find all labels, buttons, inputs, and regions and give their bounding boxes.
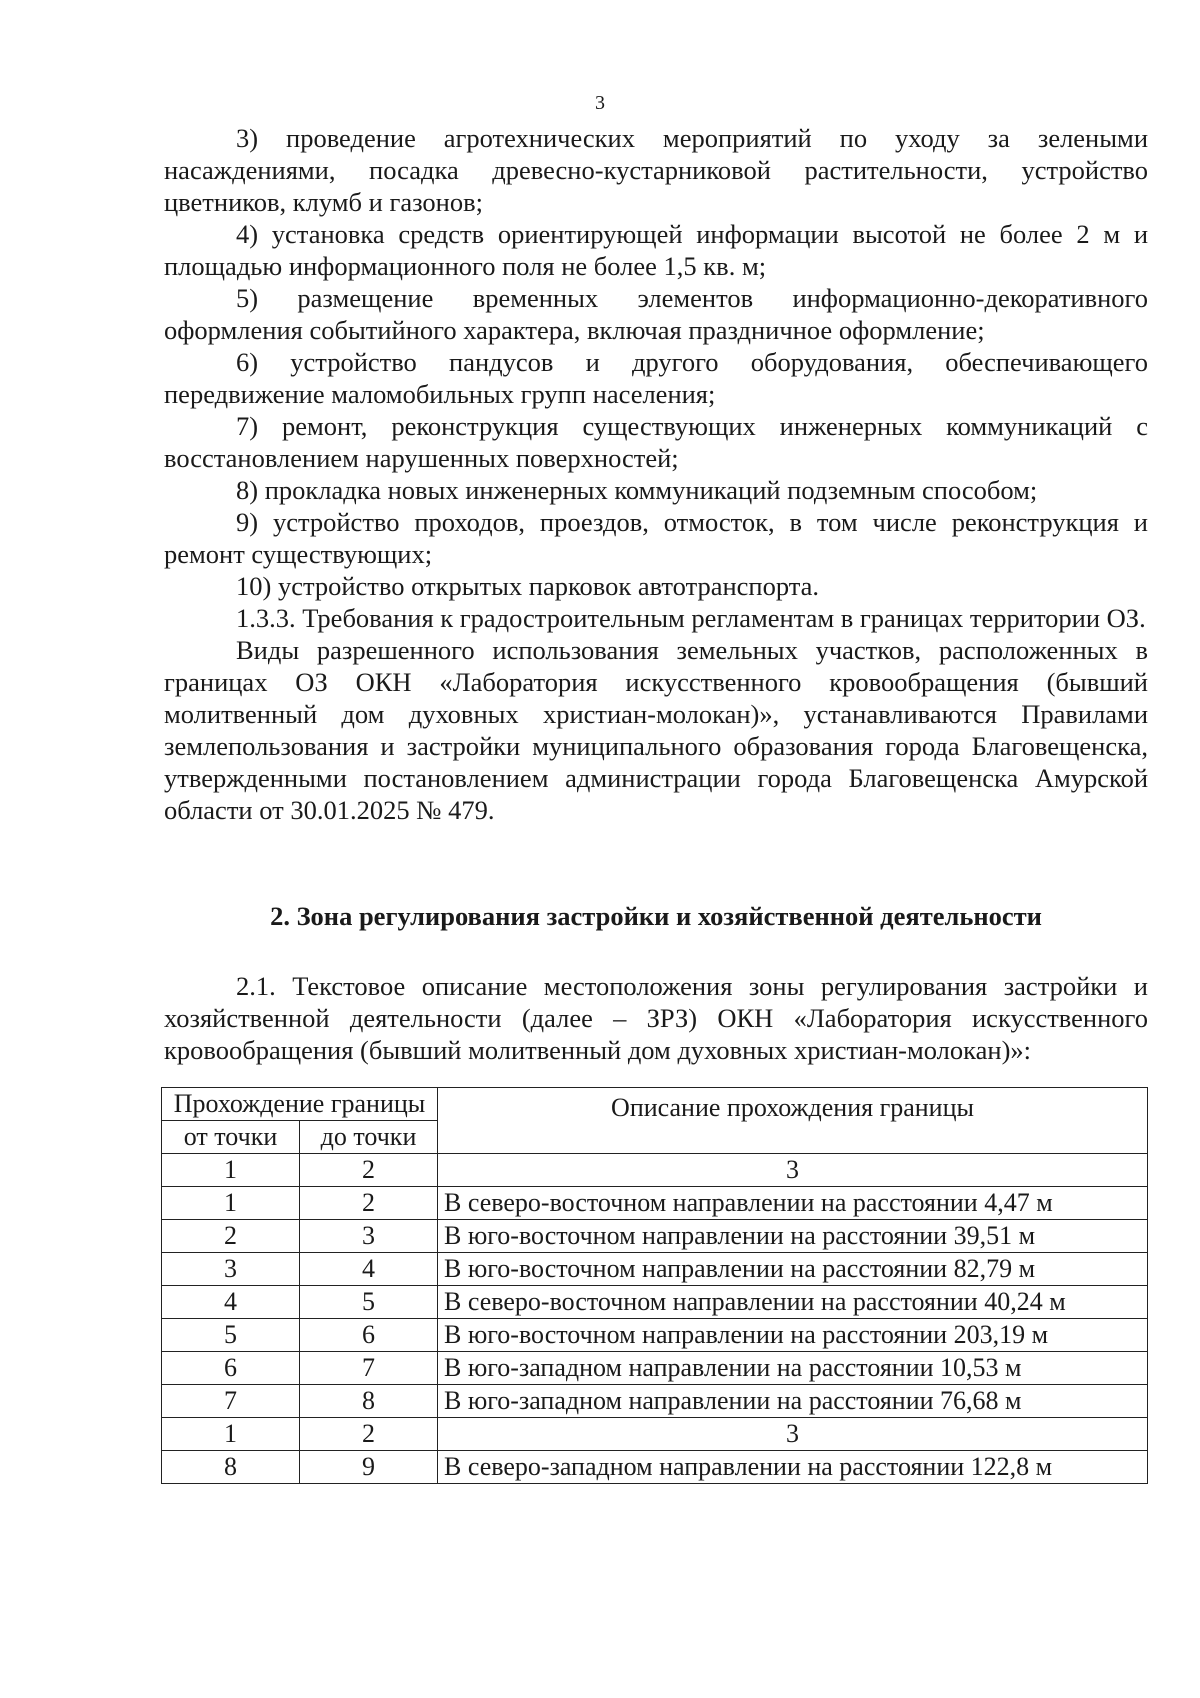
description-cell: В северо-восточном направлении на расстоянии 40,24 м	[438, 1286, 1148, 1319]
table-body	[162, 1154, 1148, 1484]
from-point-cell: 2	[162, 1220, 300, 1253]
section-heading: 2. Зона регулирования застройки и хозяйственной деятельности	[270, 901, 1042, 931]
from-point-cell: 4	[162, 1286, 300, 1319]
from-point-cell: 7	[162, 1385, 300, 1418]
description-cell: В юго-западном направлении на расстоянии 10,53 м	[438, 1352, 1148, 1385]
paragraph-item-9: 9) устройство проходов, проездов, отмосток, в том числе реконструкция и ремонт существующих;	[164, 507, 1148, 569]
from-point-cell: 1	[162, 1187, 300, 1220]
to-point-cell: 2	[300, 1187, 438, 1220]
paragraph-item-3: 3) проведение агротехнических мероприятий по уходу за зелеными насаждениями, посадка древесно-кустарниковой растительности, устройство цветников, клумб и газонов;	[164, 123, 1148, 217]
page-number: 3	[595, 92, 605, 114]
description-cell: В северо-западном направлении на расстоянии 122,8 м	[438, 1451, 1148, 1484]
paragraph-1-3-3: 1.3.3. Требования к градостроительным регламентам в границах территории ОЗ.	[236, 603, 1146, 633]
header-boundary-passage: Прохождение границы	[162, 1088, 438, 1121]
table-row	[162, 1319, 1148, 1352]
from-point-cell: 8	[162, 1451, 300, 1484]
to-point-cell: 7	[300, 1352, 438, 1385]
description-cell: В северо-восточном направлении на расстоянии 4,47 м	[438, 1187, 1148, 1220]
column-index-cell: 1	[162, 1154, 300, 1187]
description-cell: В юго-восточном направлении на расстоянии 203,19 м	[438, 1319, 1148, 1352]
table-row	[162, 1187, 1148, 1220]
to-point-cell: 3	[300, 1220, 438, 1253]
boundary-table	[161, 1087, 1148, 1484]
paragraph-item-6: 6) устройство пандусов и другого оборудования, обеспечивающего передвижение маломобильных групп населения;	[164, 347, 1148, 409]
column-index-cell: 3	[438, 1418, 1148, 1451]
column-index-cell: 1	[162, 1418, 300, 1451]
paragraph-2-1: 2.1. Текстовое описание местоположения зоны регулирования застройки и хозяйственной деятельности (далее – ЗРЗ) ОКН «Лаборатория искусственного кровообращения (бывший молитвенный дом духовных христиан-молокан)»:	[164, 971, 1148, 1065]
table-row	[162, 1385, 1148, 1418]
column-index-row	[162, 1154, 1148, 1187]
from-point-cell: 3	[162, 1253, 300, 1286]
column-index-cell: 2	[300, 1418, 438, 1451]
header-to-point: до точки	[300, 1121, 438, 1154]
table-row	[162, 1253, 1148, 1286]
to-point-cell: 9	[300, 1451, 438, 1484]
table-row	[162, 1286, 1148, 1319]
to-point-cell: 5	[300, 1286, 438, 1319]
paragraph-item-10: 10) устройство открытых парковок автотранспорта.	[236, 571, 820, 601]
description-cell: В юго-западном направлении на расстоянии 76,68 м	[438, 1385, 1148, 1418]
from-point-cell: 6	[162, 1352, 300, 1385]
to-point-cell: 4	[300, 1253, 438, 1286]
paragraph-item-5: 5) размещение временных элементов информационно-декоративного оформления событийного характера, включая праздничное оформление;	[164, 283, 1148, 345]
description-cell: В юго-восточном направлении на расстоянии 82,79 м	[438, 1253, 1148, 1286]
intro-text	[164, 970, 1148, 1066]
column-index-cell: 3	[438, 1154, 1148, 1187]
header-from-point: от точки	[162, 1121, 300, 1154]
table-row	[162, 1220, 1148, 1253]
from-point-cell: 5	[162, 1319, 300, 1352]
table-header-row	[162, 1088, 1148, 1121]
paragraph-item-8: 8) прокладка новых инженерных коммуникаций подземным способом;	[236, 475, 1038, 505]
column-index-row	[162, 1418, 1148, 1451]
description-cell: В юго-восточном направлении на расстоянии 39,51 м	[438, 1220, 1148, 1253]
paragraph-item-4: 4) установка средств ориентирующей информации высотой не более 2 м и площадью информационного поля не более 1,5 кв. м;	[164, 219, 1148, 281]
to-point-cell: 6	[300, 1319, 438, 1352]
paragraph-item-7: 7) ремонт, реконструкция существующих инженерных коммуникаций с восстановлением нарушенных поверхностей;	[164, 411, 1148, 473]
header-description: Описание прохождения границы	[438, 1088, 1148, 1154]
paragraph-land-use: Виды разрешенного использования земельных участков, расположенных в границах ОЗ ОКН «Лаборатория искусственного кровообращения (бывший молитвенный дом духовных христиан-молокан)», устанавливаются Правилами землепользования и застройки муниципального образования города Благовещенска, утвержденными постановлением администрации города Благовещенска Амурской области от 30.01.2025 № 479.	[164, 635, 1148, 825]
to-point-cell: 8	[300, 1385, 438, 1418]
table-row	[162, 1451, 1148, 1484]
column-index-cell: 2	[300, 1154, 438, 1187]
table-row	[162, 1352, 1148, 1385]
body-text	[164, 122, 1148, 826]
